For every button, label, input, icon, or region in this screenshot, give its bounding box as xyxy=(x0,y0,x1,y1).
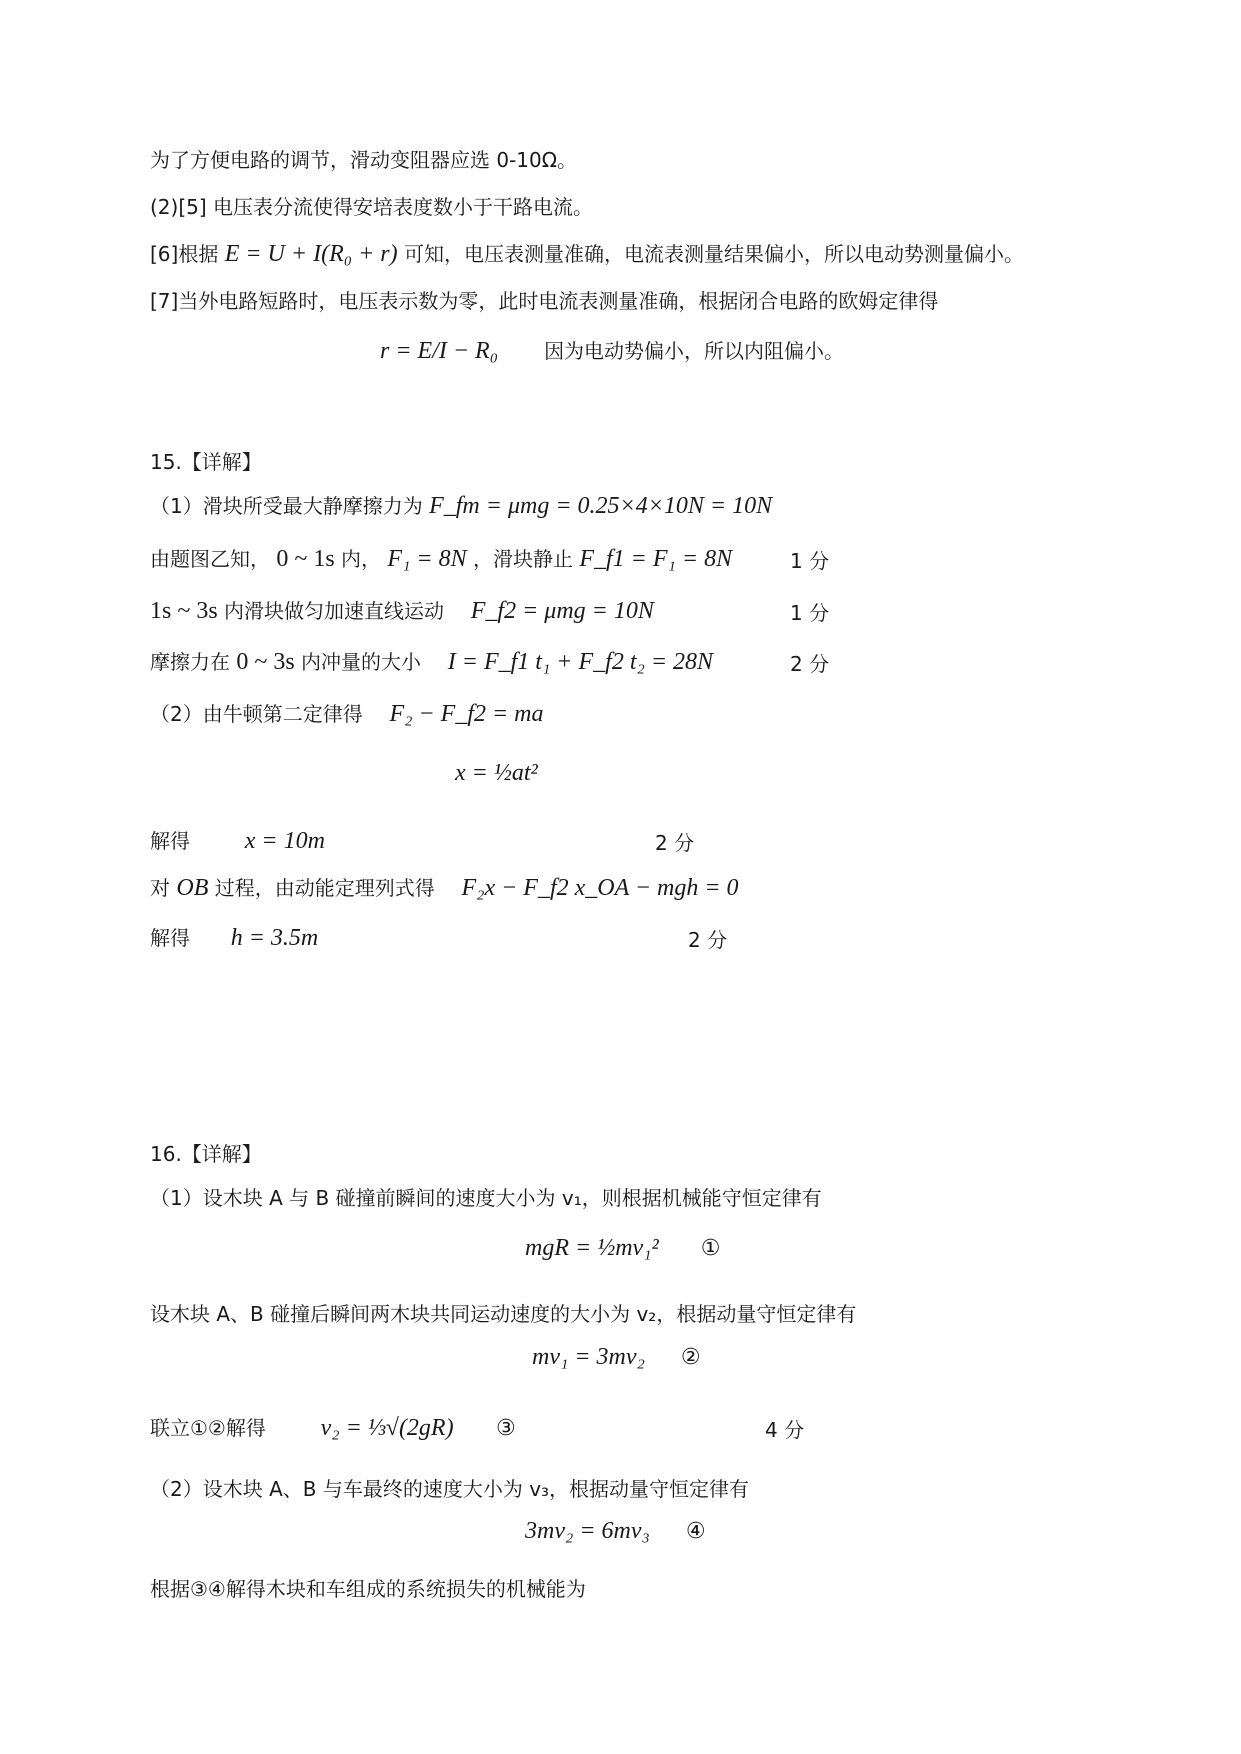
p15-line8-ob: OB xyxy=(176,875,209,901)
p15-line4-equation: I = F_f1 t₁ + F_f2 t₂ = 28N xyxy=(447,649,714,675)
p14-line4: [7]当外电路短路时，电压表示数为零，此时电流表测量准确，根据闭合电路的欧姆定律得 xyxy=(150,289,939,313)
p15-line9 xyxy=(150,924,318,952)
p15-line7 xyxy=(150,827,325,855)
p15-line9-equation: h = 3.5m xyxy=(230,925,319,951)
p16-equation3-text: v₂ = ⅓√(2gR) xyxy=(320,1415,454,1441)
p15-line5 xyxy=(150,700,544,728)
p15-line8-text-b: 过程，由动能定理列式得 xyxy=(214,876,435,900)
p16-equation4-mark: ④ xyxy=(685,1519,706,1544)
p15-line1-text: （1）滑块所受最大静摩擦力为 xyxy=(150,494,423,518)
p16-equation1-text: mgR = ½mv₁² xyxy=(525,1235,659,1261)
p14-line3-pre: [6]根据 xyxy=(150,242,219,266)
p15-line8-equation: F₂x − F_f2 x_OA − mgh = 0 xyxy=(461,875,739,901)
p16-equation2 xyxy=(532,1344,701,1371)
p15-line4-text-b: 内冲量的大小 xyxy=(301,650,422,674)
p15-line8-text-a: 对 xyxy=(150,876,170,900)
p15-line5-text: （2）由牛顿第二定律得 xyxy=(150,702,363,726)
p15-line2-text-c: ，滑块静止 xyxy=(472,547,573,571)
p16-line3-score: 4 分 xyxy=(765,1418,805,1442)
p14-line2: (2)[5] 电压表分流使得安培表度数小于干路电流。 xyxy=(150,195,594,219)
p14-line3 xyxy=(150,240,1024,268)
p16-heading: 16.【详解】 xyxy=(150,1142,262,1166)
p15-line1 xyxy=(150,492,772,520)
p15-line7-equation: x = 10m xyxy=(244,828,325,854)
p15-line5-equation: F₂ − F_f2 = ma xyxy=(389,701,544,727)
p16-equation4-text: 3mv₂ = 6mv₃ xyxy=(525,1518,650,1544)
p15-equation-x xyxy=(455,760,538,787)
p16-line3-text: 联立①②解得 xyxy=(150,1416,266,1440)
p15-line2 xyxy=(150,545,732,573)
p16-equation4 xyxy=(525,1518,706,1545)
p15-line7-text: 解得 xyxy=(150,829,190,853)
p15-line2-text-a: 由题图乙知， xyxy=(150,547,270,571)
p15-line2-equation1: F₁ = 8N xyxy=(387,546,467,572)
p16-equation3-mark: ③ xyxy=(495,1416,516,1441)
p15-line3-score: 1 分 xyxy=(790,601,830,625)
p16-equation1 xyxy=(525,1235,720,1262)
p16-line3 xyxy=(150,1414,516,1443)
p15-equation-x-text: x = ½at² xyxy=(455,760,538,786)
p15-line3-range: 1s ~ 3s xyxy=(150,598,218,624)
p15-line2-score: 1 分 xyxy=(790,549,830,573)
p15-line3 xyxy=(150,597,654,625)
p15-line1-equation: F_fm = μmg = 0.25×4×10N = 10N xyxy=(429,493,773,519)
p16-line5: 根据③④解得木块和车组成的系统损失的机械能为 xyxy=(150,1577,586,1601)
p15-line4-text-a: 摩擦力在 xyxy=(150,650,230,674)
p15-line3-equation: F_f2 = μmg = 10N xyxy=(470,598,654,624)
p14-equation-r xyxy=(380,335,844,365)
p15-line3-text: 内滑块做匀加速直线运动 xyxy=(224,599,445,623)
p16-line1: （1）设木块 A 与 B 碰撞前瞬间的速度大小为 v₁，则根据机械能守恒定律有 xyxy=(150,1186,822,1210)
p14-line1: 为了方便电路的调节，滑动变阻器应选 0-10Ω。 xyxy=(150,148,578,172)
p15-line9-score: 2 分 xyxy=(688,928,728,952)
p14-line3-equation: E = U + I(R₀ + r) xyxy=(224,241,398,267)
p14-equation-r-note: 因为电动势偏小，所以内阻偏小。 xyxy=(544,339,845,363)
p15-line7-score: 2 分 xyxy=(655,831,695,855)
p15-line4-score: 2 分 xyxy=(790,652,830,676)
p15-line4-range: 0 ~ 3s xyxy=(236,649,295,675)
p15-line4 xyxy=(150,648,713,676)
p16-equation2-text: mv₁ = 3mv₂ xyxy=(532,1344,645,1370)
p16-line4: （2）设木块 A、B 与车最终的速度大小为 v₃，根据动量守恒定律有 xyxy=(150,1477,750,1501)
p14-line3-post: 可知，电压表测量准确，电流表测量结果偏小，所以电动势测量偏小。 xyxy=(403,242,1024,266)
p15-line8 xyxy=(150,874,739,902)
p15-line9-text: 解得 xyxy=(150,926,190,950)
p15-line2-equation2: F_f1 = F₁ = 8N xyxy=(579,546,733,572)
p15-heading: 15.【详解】 xyxy=(150,450,262,474)
p16-line2: 设木块 A、B 碰撞后瞬间两木块共同运动速度的大小为 v₂，根据动量守恒定律有 xyxy=(150,1302,857,1326)
p14-equation-r-text: r = E/I − R₀ xyxy=(380,338,499,364)
p16-equation1-mark: ① xyxy=(700,1236,721,1261)
p16-equation2-mark: ② xyxy=(680,1345,701,1370)
p15-line2-text-b: 内， xyxy=(341,547,382,571)
p15-line2-range: 0 ~ 1s xyxy=(276,546,335,572)
